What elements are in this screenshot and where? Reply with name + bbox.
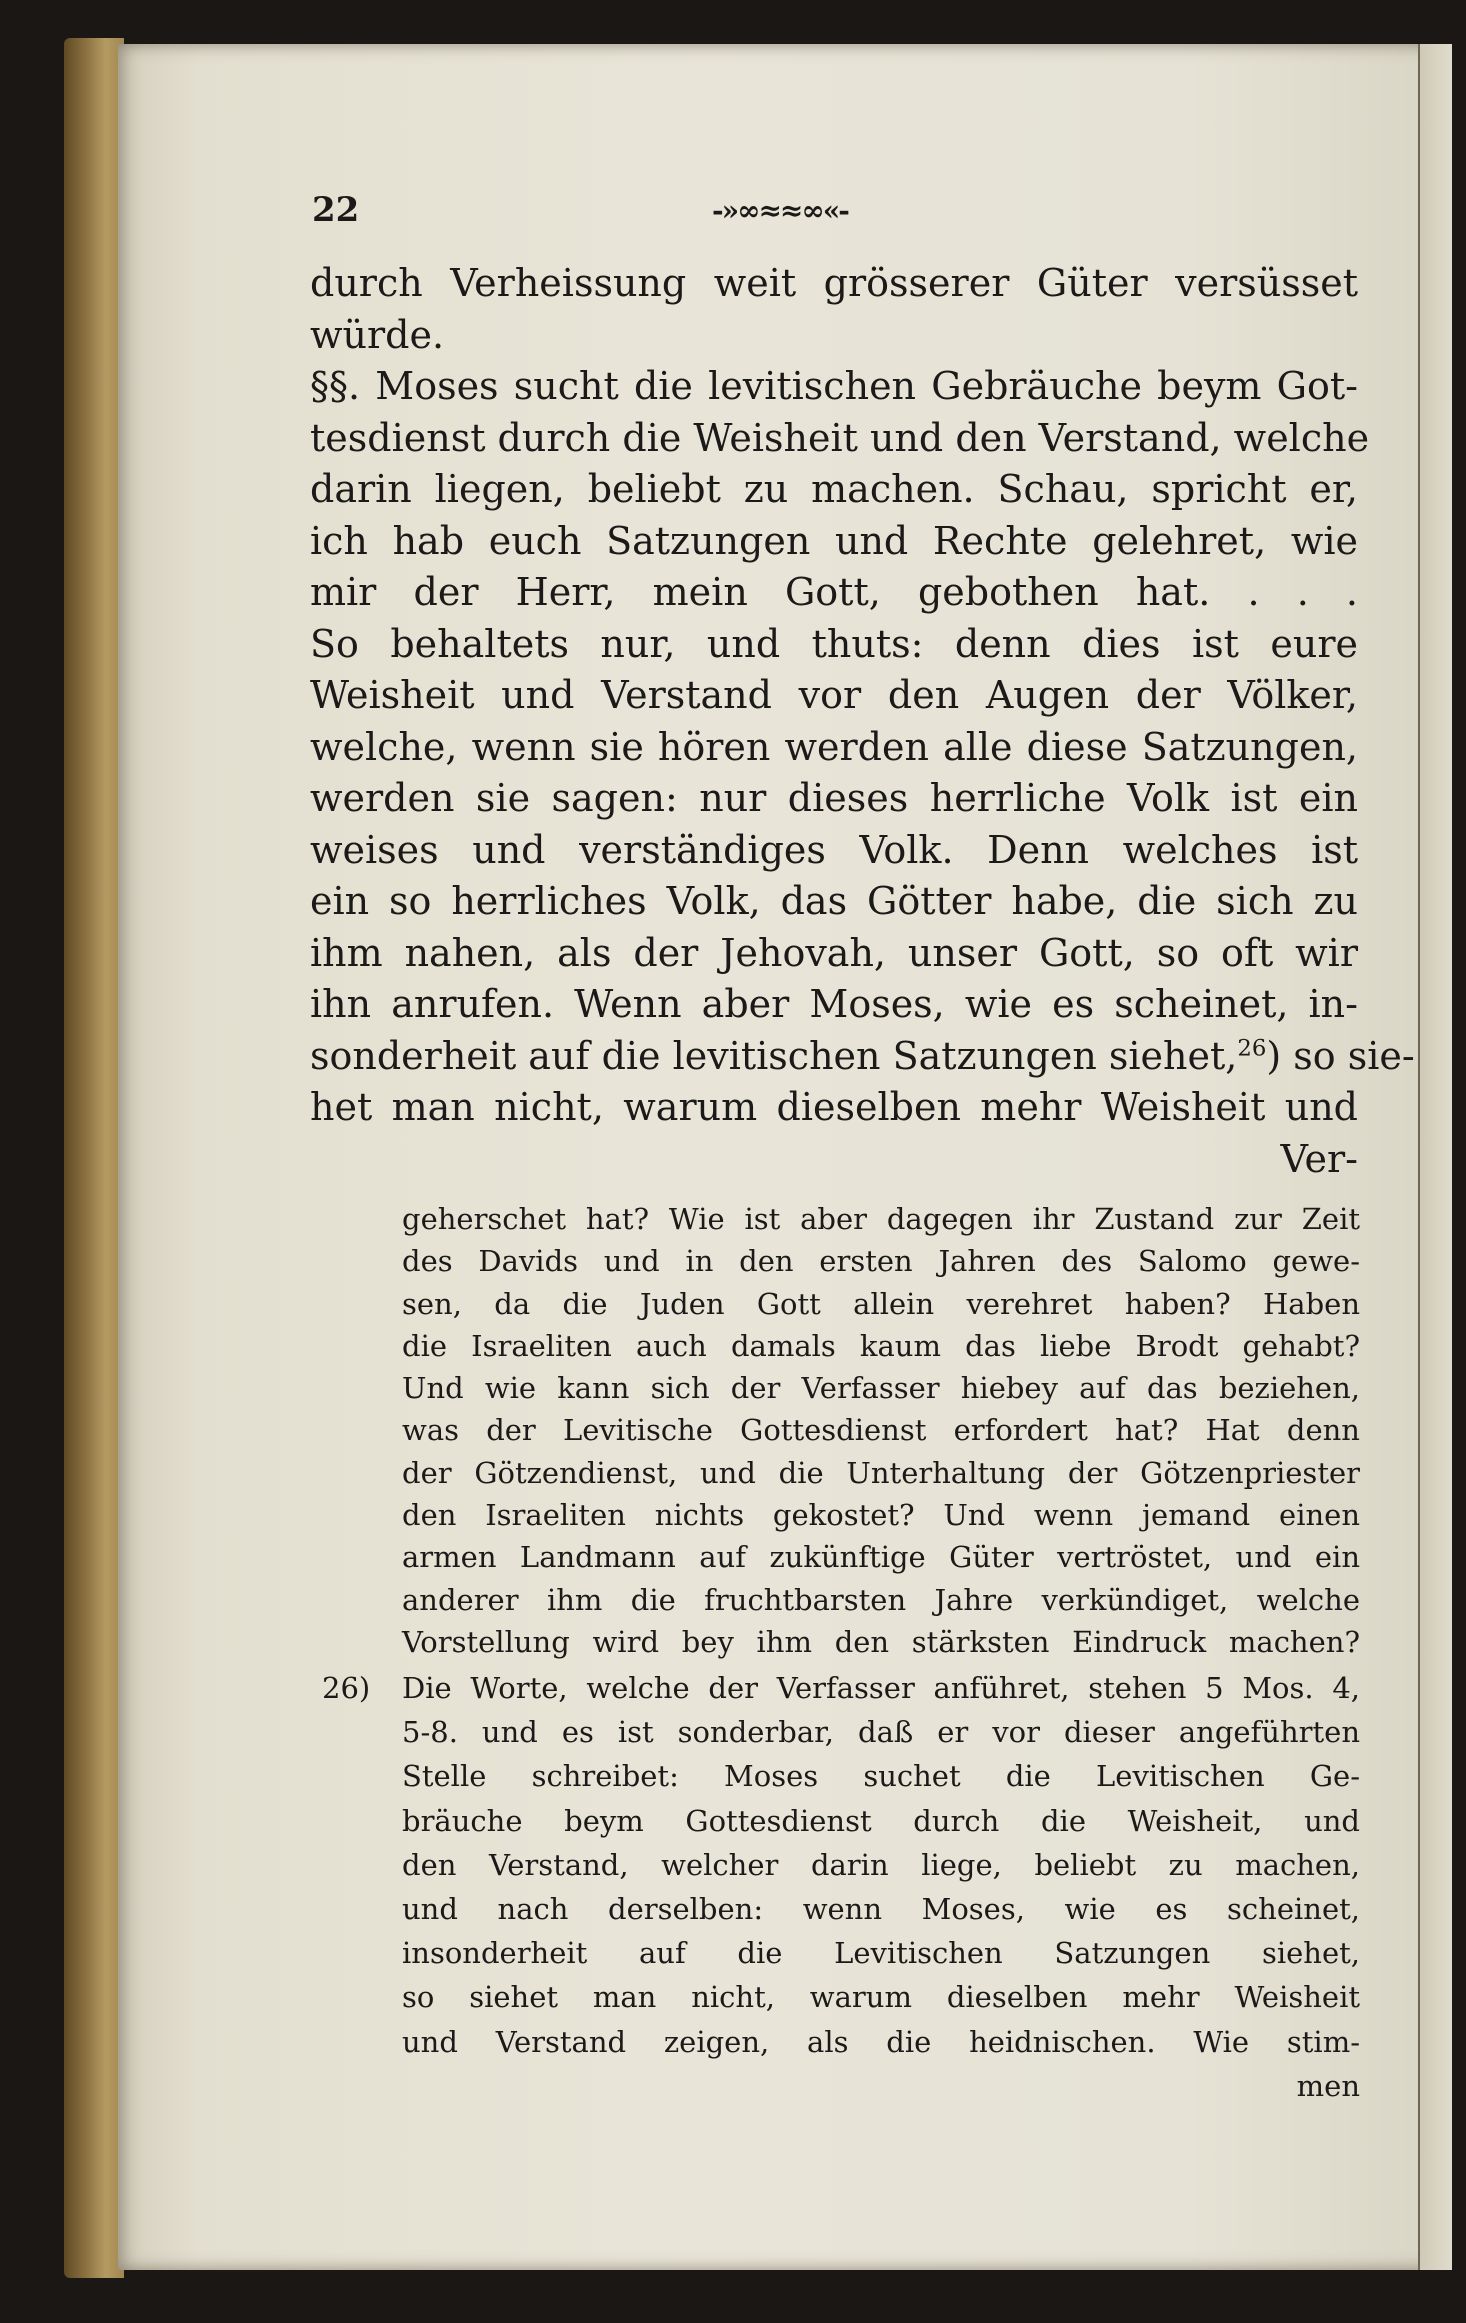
note-line: was der Levitische Gottesdienst erfordert hat? Hat denn xyxy=(402,1413,1360,1448)
note-line: den Israeliten nichts gekostet? Und wenn jemand einen xyxy=(402,1498,1360,1533)
text-line: darin liegen, beliebt zu machen. Schau, spricht er, xyxy=(310,467,1358,511)
note-line: Und wie kann sich der Verfasser hiebey auf das beziehen, xyxy=(402,1371,1360,1406)
text-line: ich hab euch Satzungen und Rechte gelehret, wie xyxy=(310,518,1358,563)
page-number: 22 xyxy=(312,190,360,230)
catchword: Ver- xyxy=(1280,1136,1358,1181)
note-line: armen Landmann auf zukünftige Güter vertröstet, und ein xyxy=(402,1540,1360,1575)
footnote-line: den Verstand, welcher darin liege, beliebt zu machen, xyxy=(402,1847,1360,1882)
note-continuation xyxy=(402,1198,1360,1663)
text-line: welche, wenn sie hören werden alle diese Satzungen, xyxy=(310,724,1358,769)
book-cover-edge xyxy=(64,38,124,2278)
text-line: werden sie sagen: nur dieses herrliche Volk ist ein xyxy=(310,776,1358,820)
footnote-reference: 26 xyxy=(1237,1034,1267,1061)
catchword: men xyxy=(1296,2068,1360,2103)
footnote-line: bräuche beym Gottesdienst durch die Weisheit, und xyxy=(402,1803,1360,1838)
note-line: des Davids und in den ersten Jahren des Salomo gewe- xyxy=(402,1244,1360,1279)
header-ornament: -»∞≈≈∞«- xyxy=(712,194,848,227)
text-line: Weisheit und Verstand vor den Augen der Völker, xyxy=(310,673,1358,717)
note-line: Vorstellung wird bey ihm den stärksten Eindruck machen? xyxy=(402,1624,1360,1659)
text-line: ihm nahen, als der Jehovah, unser Gott, so oft wir xyxy=(310,930,1358,975)
text-line: ein so herrliches Volk, das Götter habe, die sich zu xyxy=(310,879,1358,923)
footnote-line: so siehet man nicht, warum dieselben mehr Weisheit xyxy=(402,1980,1360,2015)
note-line: der Götzendienst, und die Unterhaltung der Götzenpriester xyxy=(402,1455,1360,1490)
text-line: durch Verheissung weit grösserer Güter versüsset xyxy=(310,261,1358,305)
note-line: die Israeliten auch damals kaum das liebe Brodt gehabt? xyxy=(402,1328,1360,1363)
footnote-marker: 26) xyxy=(322,1671,371,1705)
text-line: mir der Herr, mein Gott, gebothen hat. . . . xyxy=(310,570,1358,614)
text-line: würde. xyxy=(310,312,445,357)
footnote-lines xyxy=(402,1666,1360,2108)
footnote-line: Stelle schreibet: Moses suchet die Levitischen Ge- xyxy=(402,1759,1360,1794)
footnote-line: insonderheit auf die Levitischen Satzungen siehet, xyxy=(402,1936,1360,1971)
text-line: So behaltets nur, und thuts: denn dies ist eure xyxy=(310,621,1358,666)
note-line: sen, da die Juden Gott allein verehret haben? Haben xyxy=(402,1286,1360,1321)
text-line: het man nicht, warum dieselben mehr Weisheit und xyxy=(310,1085,1358,1129)
running-head xyxy=(312,190,952,240)
next-page-edge xyxy=(1418,44,1452,2270)
footnote-line: und nach derselben: wenn Moses, wie es scheinet, xyxy=(402,1891,1360,1926)
text-line: weises und verständiges Volk. Denn welches ist xyxy=(310,827,1358,872)
text-line: tesdienst durch die Weisheit und den Verstand, welche xyxy=(310,415,1370,460)
footnote-line: 5-8. und es ist sonderbar, daß er vor dieser angeführten xyxy=(402,1715,1360,1750)
note-line: anderer ihm die fruchtbarsten Jahre verkündiget, welche xyxy=(402,1582,1360,1617)
main-text xyxy=(310,258,1415,1185)
footnote-line: Die Worte, welche der Verfasser anführet, stehen 5 Mos. 4, xyxy=(402,1671,1360,1705)
footnote-line: und Verstand zeigen, als die heidnischen. Wie stim- xyxy=(402,2024,1360,2059)
text-line: ihn anrufen. Wenn aber Moses, wie es scheinet, in- xyxy=(310,982,1358,1026)
note-line: geherschet hat? Wie ist aber dagegen ihr Zustand zur Zeit xyxy=(402,1202,1360,1236)
text-line: §§. Moses sucht die levitischen Gebräuche beym Got- xyxy=(310,364,1358,408)
text-line-tail: so sie- xyxy=(1293,1033,1415,1078)
text-line-segment: sonderheit auf die levitischen Satzungen siehet, xyxy=(310,1033,1238,1078)
text-line-with-footnote-ref: sonderheit auf die levitischen Satzungen siehet,$^{26}$) so sie- xyxy=(310,1033,1415,1078)
